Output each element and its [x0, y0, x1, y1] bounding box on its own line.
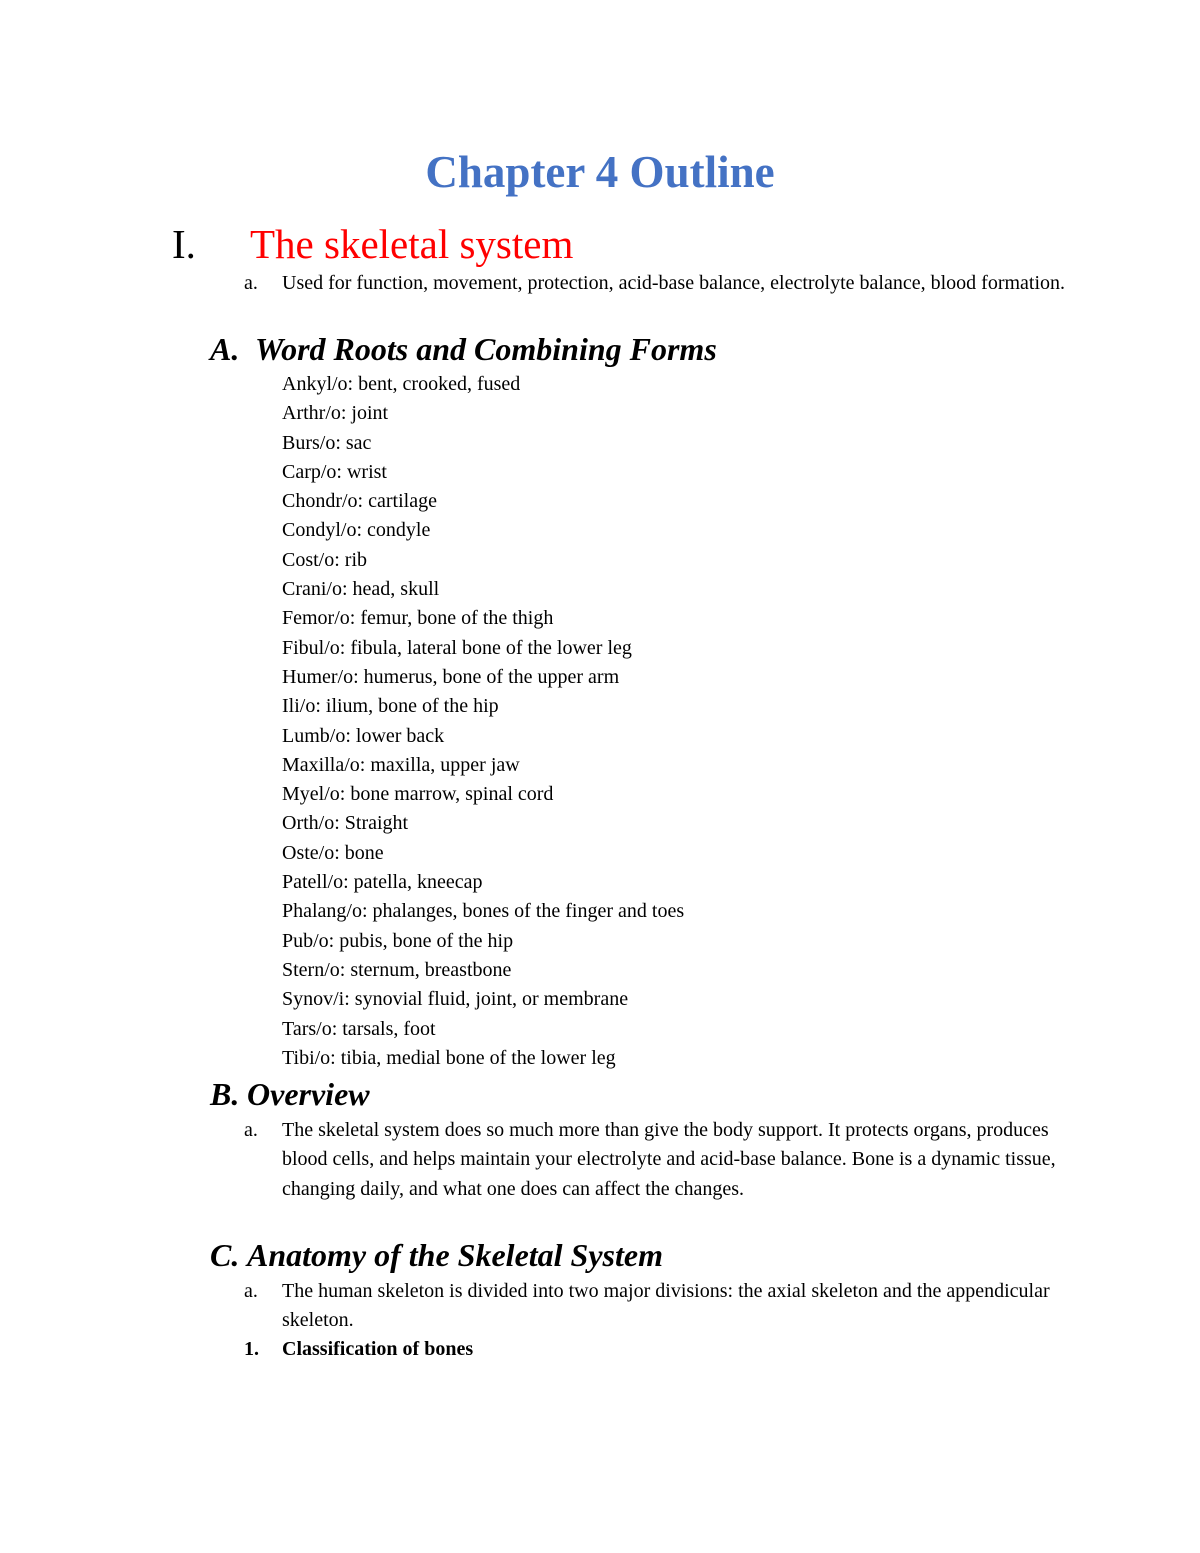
list-marker: a. — [244, 1280, 258, 1302]
word-root-item: Ili/o: ilium, bone of the hip — [282, 695, 499, 718]
word-root-item: Cost/o: rib — [282, 548, 368, 571]
section-i-title: The skeletal system — [250, 221, 574, 267]
word-root-item: Maxilla/o: maxilla, upper jaw — [282, 753, 520, 776]
list-marker: 1. — [244, 1338, 259, 1360]
list-item-text: Used for function, movement, protection, acid-base balance, electrolyte balance, blood formation. — [282, 272, 1066, 294]
word-root-item: Humer/o: humerus, bone of the upper arm — [282, 665, 620, 688]
list-item-text: The skeletal system does so much more than give the body support. It protects organs, produces blood cells, and helps maintain your electrolyte and acid-base balance. Bone is a dynamic tissue, changing daily, and what one does can affect the changes. — [282, 1119, 1056, 1200]
word-root-item: Orth/o: Straight — [282, 812, 409, 835]
section-b-marker: B. — [210, 1076, 240, 1112]
section-a-heading — [210, 327, 717, 371]
section-c-item-1 — [244, 1335, 473, 1364]
word-root-item: Carp/o: wrist — [282, 460, 387, 483]
word-root-item: Ankyl/o: bent, crooked, fused — [282, 373, 521, 395]
section-b-heading — [210, 1072, 370, 1116]
word-root-item: Fibul/o: fibula, lateral bone of the lower leg — [282, 636, 632, 659]
word-root-item: Chondr/o: cartilage — [282, 490, 437, 513]
section-c-marker: C. — [210, 1237, 240, 1273]
section-i-heading — [172, 216, 573, 272]
word-root-item: Condyl/o: condyle — [282, 519, 431, 542]
section-c-item-a — [244, 1277, 1074, 1336]
word-root-item: Stern/o: sternum, breastbone — [282, 958, 512, 981]
section-a-marker: A. — [210, 331, 240, 367]
word-root-item: Synov/i: synovial fluid, joint, or membrane — [282, 988, 629, 1011]
word-root-item: Lumb/o: lower back — [282, 724, 445, 747]
word-root-item: Crani/o: head, skull — [282, 578, 440, 601]
section-c-heading — [210, 1233, 663, 1277]
word-root-item: Burs/o: sac — [282, 431, 372, 454]
section-a-title: Word Roots and Combining Forms — [255, 331, 717, 367]
word-root-item: Phalang/o: phalanges, bones of the finger and toes — [282, 900, 685, 923]
list-marker: a. — [244, 272, 258, 294]
word-root-item: Tibi/o: tibia, medial bone of the lower leg — [282, 1046, 616, 1069]
subsection-title: Classification of bones — [282, 1338, 474, 1360]
word-root-item: Pub/o: pubis, bone of the hip — [282, 929, 514, 952]
list-marker: a. — [244, 1119, 258, 1141]
section-i-item-a — [244, 269, 1074, 298]
section-c-title: Anatomy of the Skeletal System — [247, 1237, 663, 1273]
word-roots-list — [282, 370, 684, 1073]
word-root-item: Patell/o: patella, kneecap — [282, 871, 483, 894]
section-b-title: Overview — [247, 1076, 370, 1112]
word-root-item: Oste/o: bone — [282, 841, 384, 864]
word-root-item: Femor/o: femur, bone of the thigh — [282, 607, 554, 630]
word-root-item: Myel/o: bone marrow, spinal cord — [282, 783, 554, 806]
word-root-item: Tars/o: tarsals, foot — [282, 1017, 436, 1040]
section-i-marker: I. — [172, 221, 196, 267]
list-item-text: The human skeleton is divided into two major divisions: the axial skeleton and the appendicular skeleton. — [282, 1280, 1050, 1332]
page-title: Chapter 4 Outline — [425, 147, 775, 197]
word-root-item: Arthr/o: joint — [282, 402, 389, 425]
section-b-item-a — [244, 1116, 1074, 1204]
